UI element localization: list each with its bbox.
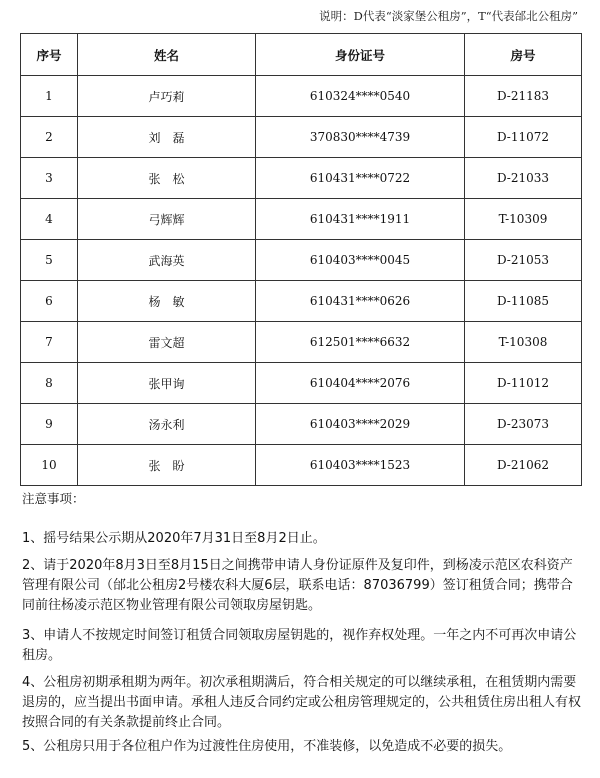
notes-title: 注意事项： bbox=[22, 491, 85, 506]
legend-note: 说明：D代表“淡家堡公租房”，T“代表邰北公租房” bbox=[319, 9, 578, 23]
allocation-table bbox=[20, 33, 582, 486]
notice-item: 5、公租房只用于各位租户作为过渡性住房使用，不准装修，以免造成不必要的损失。 bbox=[22, 739, 512, 754]
row-room-number: T-10308 bbox=[465, 322, 582, 363]
header-id-number: 身份证号 bbox=[256, 34, 465, 76]
row-name: 弓辉辉 bbox=[78, 199, 256, 240]
row-id-number: 610431****0626 bbox=[256, 281, 465, 322]
table-header-row bbox=[21, 34, 582, 76]
row-room-number: D-21053 bbox=[465, 240, 582, 281]
row-id-number: 610403****0045 bbox=[256, 240, 465, 281]
table-row bbox=[21, 117, 582, 158]
row-number: 6 bbox=[21, 281, 78, 322]
row-number: 8 bbox=[21, 363, 78, 404]
row-id-number: 370830****4739 bbox=[256, 117, 465, 158]
row-name: 杨 敏 bbox=[78, 281, 256, 322]
row-room-number: D-21033 bbox=[465, 158, 582, 199]
row-name: 刘 磊 bbox=[78, 117, 256, 158]
row-room-number: D-21062 bbox=[465, 445, 582, 486]
row-id-number: 610403****2029 bbox=[256, 404, 465, 445]
notice-item: 1、摇号结果公示期从2020年7月31日至8月2日止。 bbox=[22, 531, 326, 546]
row-id-number: 610431****1911 bbox=[256, 199, 465, 240]
table-row bbox=[21, 281, 582, 322]
row-room-number: D-11012 bbox=[465, 363, 582, 404]
row-room-number: T-10309 bbox=[465, 199, 582, 240]
table-row bbox=[21, 240, 582, 281]
row-number: 9 bbox=[21, 404, 78, 445]
row-name: 汤永利 bbox=[78, 404, 256, 445]
row-room-number: D-21183 bbox=[465, 76, 582, 117]
row-name: 武海英 bbox=[78, 240, 256, 281]
row-number: 4 bbox=[21, 199, 78, 240]
row-id-number: 610431****0722 bbox=[256, 158, 465, 199]
notice-item: 2、请于2020年8月3日至8月15日之间携带申请人身份证原件及复印件，到杨凌示范区农科资产管理有限公司（邰北公租房2号楼农科大厦6层，联系电话：87036799）签订租赁合同；携带合同前往杨凌示范区物业管理有限公司领取房屋钥匙。 bbox=[22, 558, 573, 613]
row-number: 5 bbox=[21, 240, 78, 281]
row-name: 张 松 bbox=[78, 158, 256, 199]
table-row bbox=[21, 445, 582, 486]
row-room-number: D-11085 bbox=[465, 281, 582, 322]
table-row bbox=[21, 199, 582, 240]
row-id-number: 610404****2076 bbox=[256, 363, 465, 404]
table-row bbox=[21, 363, 582, 404]
notice-item: 4、公租房初期承租期为两年。初次承租期满后，符合相关规定的可以继续承租，在租赁期内需要退房的，应当提出书面申请。承租人违反合同约定或公租房管理规定的，公共租赁住房出租人有权按照合同的有关条款提前终止合同。 bbox=[22, 675, 582, 730]
table-row bbox=[21, 76, 582, 117]
notice-item: 3、申请人不按规定时间签订租赁合同领取房屋钥匙的，视作弃权处理。一年之内不可再次申请公租房。 bbox=[22, 628, 577, 663]
row-number: 3 bbox=[21, 158, 78, 199]
row-name: 张甲询 bbox=[78, 363, 256, 404]
row-number: 10 bbox=[21, 445, 78, 486]
table-row bbox=[21, 322, 582, 363]
row-number: 2 bbox=[21, 117, 78, 158]
row-number: 1 bbox=[21, 76, 78, 117]
header-room-number: 房号 bbox=[465, 34, 582, 76]
table-row bbox=[21, 158, 582, 199]
row-name: 张 盼 bbox=[78, 445, 256, 486]
row-name: 雷文超 bbox=[78, 322, 256, 363]
row-id-number: 610403****1523 bbox=[256, 445, 465, 486]
row-id-number: 612501****6632 bbox=[256, 322, 465, 363]
row-room-number: D-23073 bbox=[465, 404, 582, 445]
row-name: 卢巧莉 bbox=[78, 76, 256, 117]
header-number: 序号 bbox=[21, 34, 78, 76]
row-room-number: D-11072 bbox=[465, 117, 582, 158]
header-name: 姓名 bbox=[78, 34, 256, 76]
table-row bbox=[21, 404, 582, 445]
row-number: 7 bbox=[21, 322, 78, 363]
row-id-number: 610324****0540 bbox=[256, 76, 465, 117]
